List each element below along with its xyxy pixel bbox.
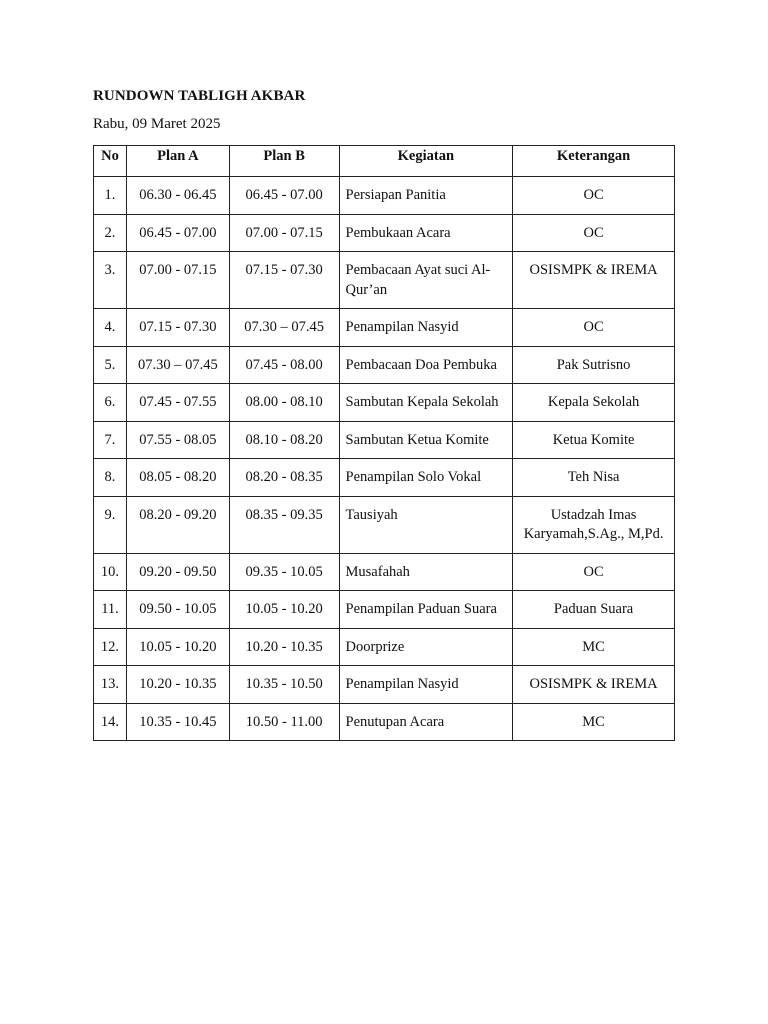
cell-keterangan: OC bbox=[513, 214, 675, 252]
cell-kegiatan: Penampilan Solo Vokal bbox=[339, 459, 513, 497]
cell-keterangan: OC bbox=[513, 309, 675, 347]
cell-plan-b: 10.05 - 10.20 bbox=[229, 591, 339, 629]
cell-kegiatan: Pembacaan Ayat suci Al-Qur’an bbox=[339, 252, 513, 309]
cell-plan-a: 06.30 - 06.45 bbox=[126, 177, 229, 215]
cell-kegiatan: Sambutan Kepala Sekolah bbox=[339, 384, 513, 422]
cell-keterangan: Paduan Suara bbox=[513, 591, 675, 629]
cell-plan-b: 07.45 - 08.00 bbox=[229, 346, 339, 384]
cell-plan-b: 10.20 - 10.35 bbox=[229, 628, 339, 666]
header-keterangan: Keterangan bbox=[513, 146, 675, 177]
cell-plan-b: 08.10 - 08.20 bbox=[229, 421, 339, 459]
cell-kegiatan: Penampilan Paduan Suara bbox=[339, 591, 513, 629]
cell-plan-a: 10.05 - 10.20 bbox=[126, 628, 229, 666]
cell-no: 8. bbox=[94, 459, 127, 497]
cell-plan-b: 09.35 - 10.05 bbox=[229, 553, 339, 591]
cell-no: 11. bbox=[94, 591, 127, 629]
cell-no: 1. bbox=[94, 177, 127, 215]
cell-plan-b: 08.35 - 09.35 bbox=[229, 496, 339, 553]
cell-keterangan: Ketua Komite bbox=[513, 421, 675, 459]
cell-keterangan: OSISMPK & IREMA bbox=[513, 666, 675, 704]
cell-no: 14. bbox=[94, 703, 127, 741]
cell-keterangan: MC bbox=[513, 703, 675, 741]
cell-keterangan: Ustadzah Imas Karyamah,S.Ag., M,Pd. bbox=[513, 496, 675, 553]
cell-plan-a: 07.30 – 07.45 bbox=[126, 346, 229, 384]
cell-no: 5. bbox=[94, 346, 127, 384]
cell-kegiatan: Musafahah bbox=[339, 553, 513, 591]
cell-plan-a: 08.20 - 09.20 bbox=[126, 496, 229, 553]
cell-keterangan: OC bbox=[513, 553, 675, 591]
cell-kegiatan: Penampilan Nasyid bbox=[339, 666, 513, 704]
cell-kegiatan: Penutupan Acara bbox=[339, 703, 513, 741]
cell-kegiatan: Persiapan Panitia bbox=[339, 177, 513, 215]
cell-plan-a: 10.35 - 10.45 bbox=[126, 703, 229, 741]
header-plan-b: Plan B bbox=[229, 146, 339, 177]
document-date: Rabu, 09 Maret 2025 bbox=[93, 116, 221, 132]
table-row bbox=[94, 214, 675, 252]
table-row bbox=[94, 384, 675, 422]
header-no: No bbox=[94, 146, 127, 177]
table-row bbox=[94, 703, 675, 741]
cell-plan-b: 07.15 - 07.30 bbox=[229, 252, 339, 309]
cell-no: 13. bbox=[94, 666, 127, 704]
cell-plan-b: 10.35 - 10.50 bbox=[229, 666, 339, 704]
cell-plan-b: 08.00 - 08.10 bbox=[229, 384, 339, 422]
cell-keterangan: Kepala Sekolah bbox=[513, 384, 675, 422]
cell-plan-b: 07.30 – 07.45 bbox=[229, 309, 339, 347]
table-row bbox=[94, 459, 675, 497]
cell-no: 4. bbox=[94, 309, 127, 347]
cell-keterangan: OSISMPK & IREMA bbox=[513, 252, 675, 309]
cell-no: 7. bbox=[94, 421, 127, 459]
cell-kegiatan: Tausiyah bbox=[339, 496, 513, 553]
rundown-table bbox=[93, 145, 675, 741]
cell-kegiatan: Doorprize bbox=[339, 628, 513, 666]
header-kegiatan: Kegiatan bbox=[339, 146, 513, 177]
cell-keterangan: Pak Sutrisno bbox=[513, 346, 675, 384]
cell-kegiatan: Sambutan Ketua Komite bbox=[339, 421, 513, 459]
document-title: RUNDOWN TABLIGH AKBAR bbox=[93, 88, 306, 104]
table-row bbox=[94, 628, 675, 666]
cell-plan-b: 06.45 - 07.00 bbox=[229, 177, 339, 215]
table-row bbox=[94, 553, 675, 591]
cell-plan-b: 08.20 - 08.35 bbox=[229, 459, 339, 497]
cell-no: 3. bbox=[94, 252, 127, 309]
cell-plan-a: 07.55 - 08.05 bbox=[126, 421, 229, 459]
cell-no: 6. bbox=[94, 384, 127, 422]
cell-plan-a: 10.20 - 10.35 bbox=[126, 666, 229, 704]
cell-no: 12. bbox=[94, 628, 127, 666]
cell-keterangan: Teh Nisa bbox=[513, 459, 675, 497]
cell-plan-b: 07.00 - 07.15 bbox=[229, 214, 339, 252]
cell-no: 10. bbox=[94, 553, 127, 591]
table-row bbox=[94, 666, 675, 704]
cell-plan-a: 09.50 - 10.05 bbox=[126, 591, 229, 629]
table-row bbox=[94, 421, 675, 459]
cell-plan-a: 07.45 - 07.55 bbox=[126, 384, 229, 422]
table-row bbox=[94, 177, 675, 215]
cell-plan-b: 10.50 - 11.00 bbox=[229, 703, 339, 741]
header-plan-a: Plan A bbox=[126, 146, 229, 177]
cell-plan-a: 09.20 - 09.50 bbox=[126, 553, 229, 591]
cell-no: 2. bbox=[94, 214, 127, 252]
table-row bbox=[94, 252, 675, 309]
cell-plan-a: 07.00 - 07.15 bbox=[126, 252, 229, 309]
cell-no: 9. bbox=[94, 496, 127, 553]
table-header-row bbox=[94, 146, 675, 177]
cell-plan-a: 06.45 - 07.00 bbox=[126, 214, 229, 252]
table-row bbox=[94, 309, 675, 347]
cell-kegiatan: Penampilan Nasyid bbox=[339, 309, 513, 347]
table-row bbox=[94, 591, 675, 629]
cell-plan-a: 08.05 - 08.20 bbox=[126, 459, 229, 497]
cell-keterangan: MC bbox=[513, 628, 675, 666]
table-row bbox=[94, 496, 675, 553]
table-row bbox=[94, 346, 675, 384]
cell-kegiatan: Pembukaan Acara bbox=[339, 214, 513, 252]
cell-kegiatan: Pembacaan Doa Pembuka bbox=[339, 346, 513, 384]
cell-keterangan: OC bbox=[513, 177, 675, 215]
cell-plan-a: 07.15 - 07.30 bbox=[126, 309, 229, 347]
